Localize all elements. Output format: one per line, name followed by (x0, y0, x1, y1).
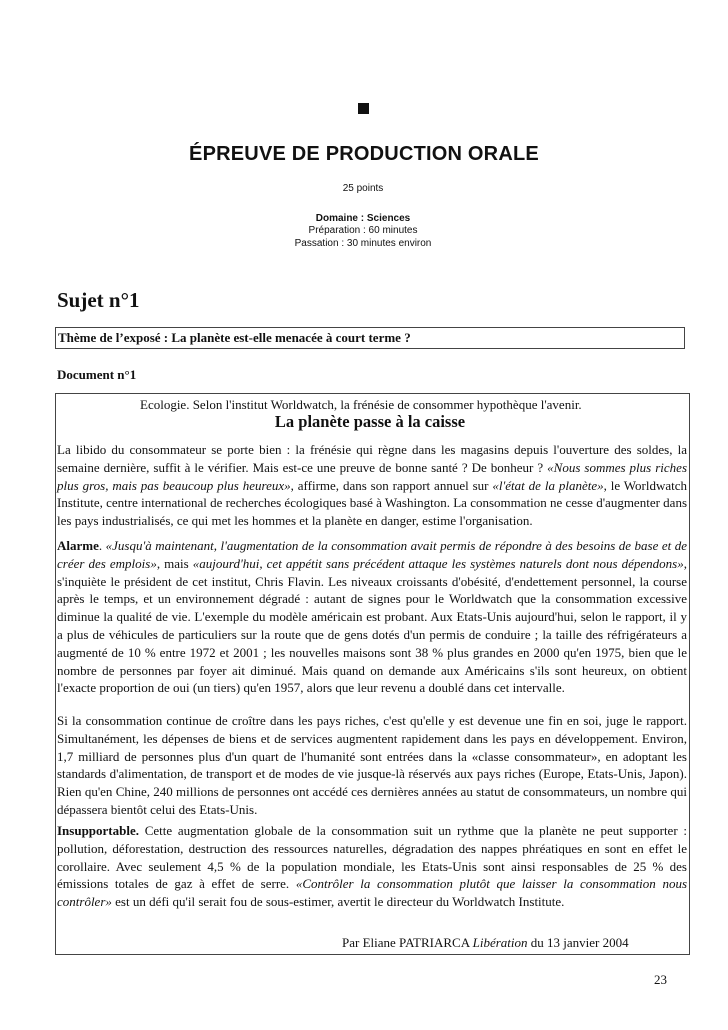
article-paragraph-3: Si la consommation continue de croître dans les pays riches, c'est qu'elle y est devenue une fin en soi, juge le rapport. Simultanément, les dépenses de biens et de services augmentent rapidement dans les pays en développement. Environ, 1,7 milliard de personnes plus d'un quart de l'humanité sont entrées dans la «classe consommateur», en adoptant les standards d'alimentation, de transport et de modes de vie jusque-là réservés aux pays riches (Europe, Etats-Unis, Japon). Rien qu'en Chine, 240 millions de personnes ont accédé ces dernières années au statut de consommateurs, un nombre qui dépassera bientôt celui des Etats-Unis. (57, 713, 687, 817)
p1-text-1: La libido du consommateur se porte bien : la frénésie qui règne dans les magasins depuis l'ouverture des soldes, la semaine dernière, suffit à le vérifier. Mais est-ce une preuve de bonne santé ? De bonheur ? (57, 442, 687, 475)
p1-quote-2: «l'état de la planète» (492, 477, 604, 493)
p4-text-2: est un défi qu'il serait fou de sous-estimer, avertit le directeur du Worldwatch Institute. (111, 894, 565, 910)
p4-text-1: Cette augmentation globale de la consommation suit un rythme que la planète ne peut supporter : pollution, déforestation, destruction des ressources naturelles, dégradation des nappes phréatiques en sont en effet le corollaire. Avec seulement 4,5 % de la population mondiale, les Etats-Unis sont ainsi responsables de 25 % des émissions totales de gaz à effet de serre. (57, 823, 687, 892)
points-label: 25 points (342, 183, 384, 194)
passation-label: Passation : 30 minutes environ (294, 238, 432, 249)
page-title: ÉPREUVE DE PRODUCTION ORALE (189, 143, 539, 165)
p1-text-2: , affirme, dans son rapport annuel sur (290, 477, 493, 493)
p2-text-3: , s'inquiète le président de cet institut, Chris Flavin. Les niveaux croissants d'obésité, d'endettement personnel, la course après le temps, et un environnement dégradé : autant de signes pour le Worldwatch que la consommation excessive diminue la qualité de vie. L'exemple du modèle américain est probant. Aux Etats-Unis aujourd'hui, selon le rapport, il y a plus de véhicules de particuliers sur la route que de gens dotés d'un permis de conduire ; la taille des réfrigérateurs a augmenté de 10 % entre 1972 et 2001 ; les nouvelles maisons sont 38 % plus grandes en 2000 qu'en 1975, bien que le nombre de personnes par foyer ait diminué. Mais quand on demande aux Américains s'ils sont heureux, on obtient l'exacte proportion de oui (un tiers) qu'en 1957, alors que leur revenu a doublé dans cet intervalle. (57, 555, 687, 696)
preparation-label: Préparation : 60 minutes (308, 225, 418, 236)
p2-text-2: , mais (156, 555, 193, 571)
p4-quote: «Contrôler la consommation plutôt que laisser la consommation nous contrôler» (57, 876, 687, 910)
page-number: 23 (654, 972, 667, 987)
document-label: Document n°1 (57, 367, 137, 382)
p4-lead-word: Insupportable. (57, 823, 139, 838)
article-paragraph-1 (57, 441, 687, 530)
square-bullet-icon (358, 103, 369, 114)
p2-text-1: . (98, 538, 106, 553)
article-headline: La planète passe à la caisse (274, 412, 466, 431)
domaine-label: Domaine : Sciences (315, 213, 411, 224)
article-paragraph-2 (57, 537, 687, 697)
p2-quote-2: «aujourd'hui, cet appétit sans précédent attaque les systèmes naturels dont nous dépendons» (192, 555, 684, 571)
p1-quote-1: «Nous sommes plus riches plus gros, mais pas beaucoup plus heureux» (57, 459, 688, 493)
signature-date: du 13 janvier 2004 (527, 935, 629, 950)
p2-lead-word: Alarme (57, 538, 99, 553)
article-paragraph-4 (57, 822, 687, 911)
signature-author: Par Eliane PATRIARCA (342, 935, 473, 950)
p1-text-3: , le Worldwatch Institute, centre international de recherches écologiques basé à Washington. La consommation ne cesse d'augmenter dans les pays industrialisés, ce qui met les hommes et la planète en danger, estime l'organisation. (57, 477, 688, 529)
sujet-heading: Sujet n°1 (57, 288, 140, 312)
article-signature (342, 935, 629, 951)
p2-quote-1: «Jusqu'à maintenant, l'augmentation de la consommation avait permis de répondre à des besoins de base et de créer des emplois» (57, 538, 688, 571)
theme-text: Thème de l’exposé : La planète est-elle menacée à court terme ? (58, 330, 411, 345)
signature-source: Libération (472, 935, 528, 950)
article-intro: Ecologie. Selon l'institut Worldwatch, la frénésie de consommer hypothèque l'avenir. (140, 397, 582, 412)
